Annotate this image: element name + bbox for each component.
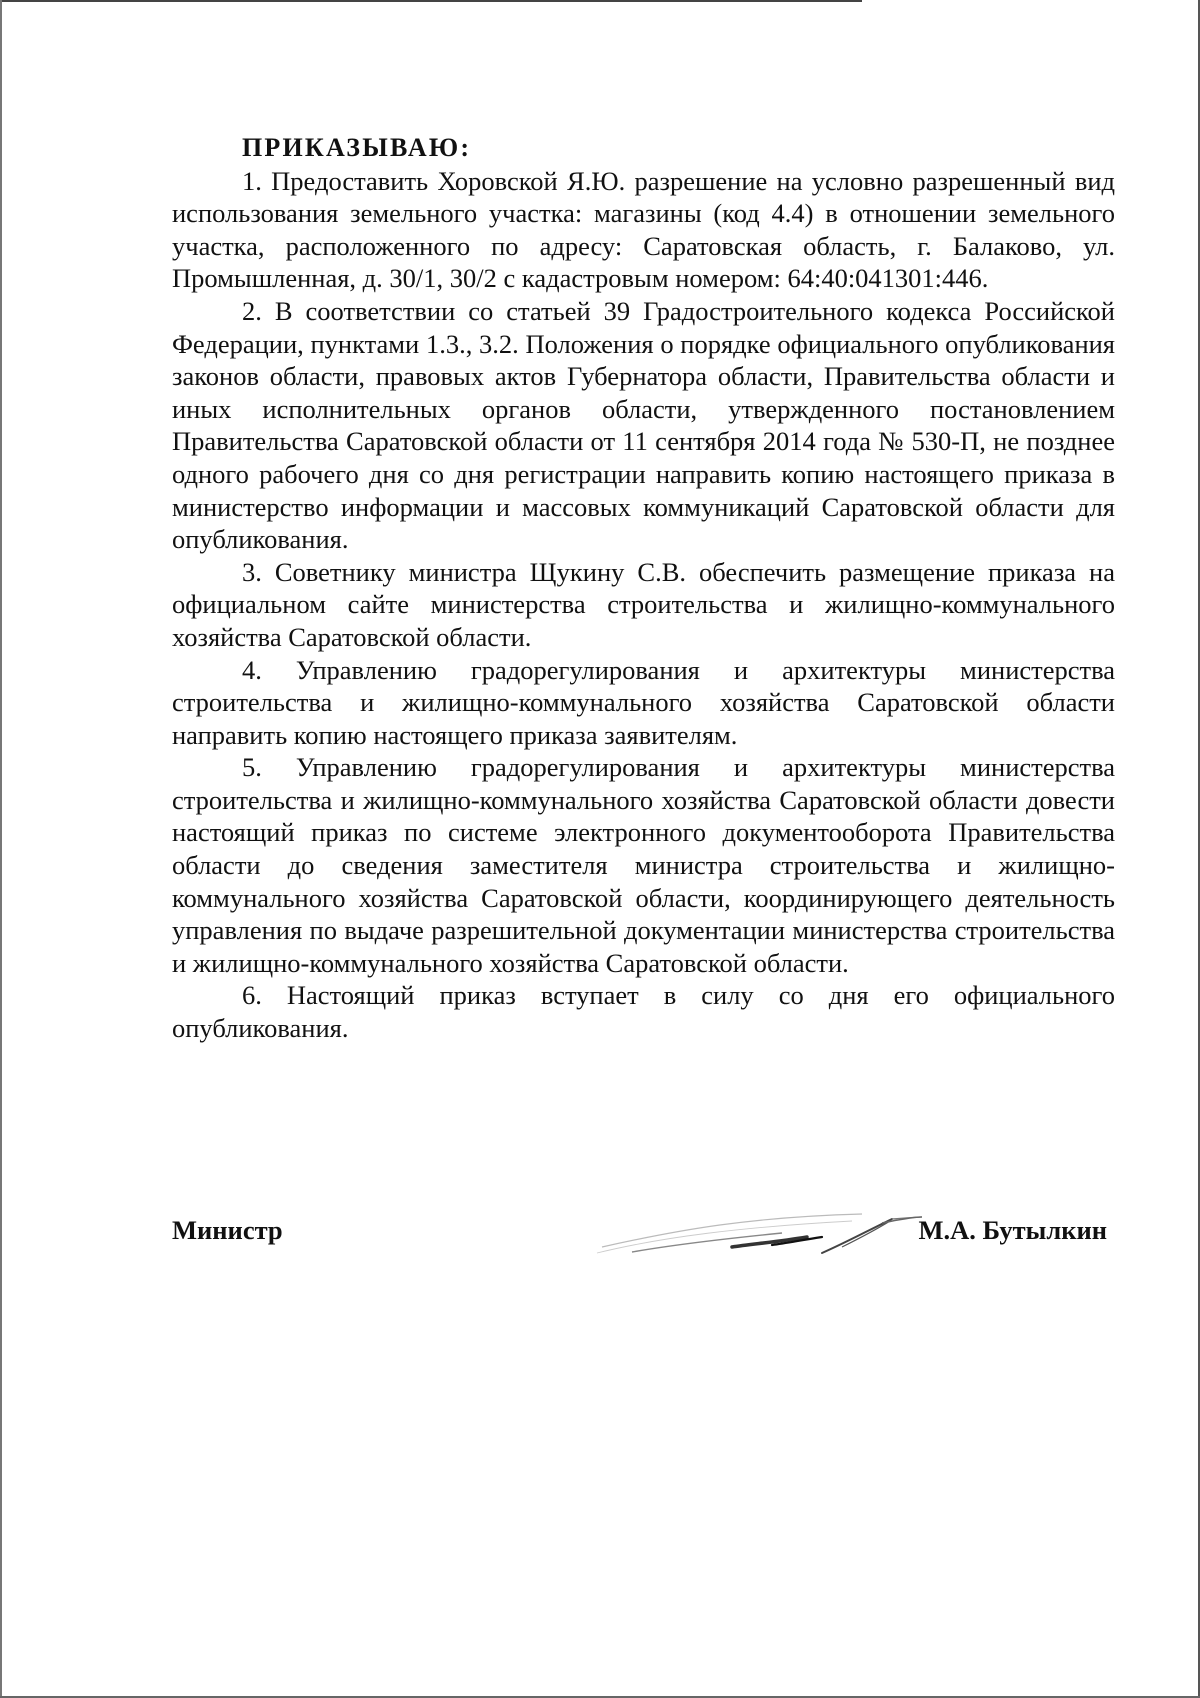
order-heading: ПРИКАЗЫВАЮ: xyxy=(242,133,472,162)
order-paragraph-3: 3. Советнику министра Щукину С.В. обеспечить размещение приказа на официальном сайте министерства строительства и жилищно-коммунального хозяйства Саратовской области. xyxy=(172,556,1115,652)
handwritten-signature xyxy=(422,1207,922,1287)
signatory-title: Министр xyxy=(172,1215,283,1245)
order-body xyxy=(172,132,1115,1045)
order-paragraph-2: 2. В соответствии со статьей 39 Градостроительного кодекса Российской Федерации, пунктами 1.3., 3.2. Положения о порядке официального опубликования законов области, правовых актов Губернатора области, Правительства области и иных исполнительных органов области, утвержденного постановлением Правительства Саратовской области от 11 сентября 2014 года № 530-П, не позднее одного рабочего дня со дня регистрации направить копию настоящего приказа в министерство информации и массовых коммуникаций Саратовской области для опубликования. xyxy=(172,295,1115,555)
signature-block xyxy=(172,1215,1107,1275)
order-paragraph-5: 5. Управлению градорегулирования и архитектуры министерства строительства и жилищно-коммунального хозяйства Саратовской области довести настоящий приказ по системе электронного документооборота Правительства области до сведения заместителя министра строительства и жилищно-коммунального хозяйства Саратовской области, координирующего деятельность управления по выдаче разрешительной документации министерства строительства и жилищно-коммунального хозяйства Саратовской области. xyxy=(172,752,1115,978)
scan-edge-top xyxy=(0,0,862,2)
order-paragraph-1: 1. Предоставить Хоровской Я.Ю. разрешение на условно разрешенный вид использования земельного участка: магазины (код 4.4) в отношении земельного участка, расположенного по адресу: Саратовская область, г. Балаково, ул. Промышленная, д. 30/1, 30/2 с кадастровым номером: 64:40:041301:446. xyxy=(172,165,1115,294)
signatory-name: М.А. Бутылкин xyxy=(918,1215,1107,1245)
order-paragraph-6: 6. Настоящий приказ вступает в силу со дня его официального опубликования. xyxy=(172,980,1115,1044)
scan-edge-left xyxy=(0,0,2,1698)
order-paragraph-4: 4. Управлению градорегулирования и архитектуры министерства строительства и жилищно-коммунального хозяйства Саратовской области направить копию настоящего приказа заявителям. xyxy=(172,654,1115,750)
